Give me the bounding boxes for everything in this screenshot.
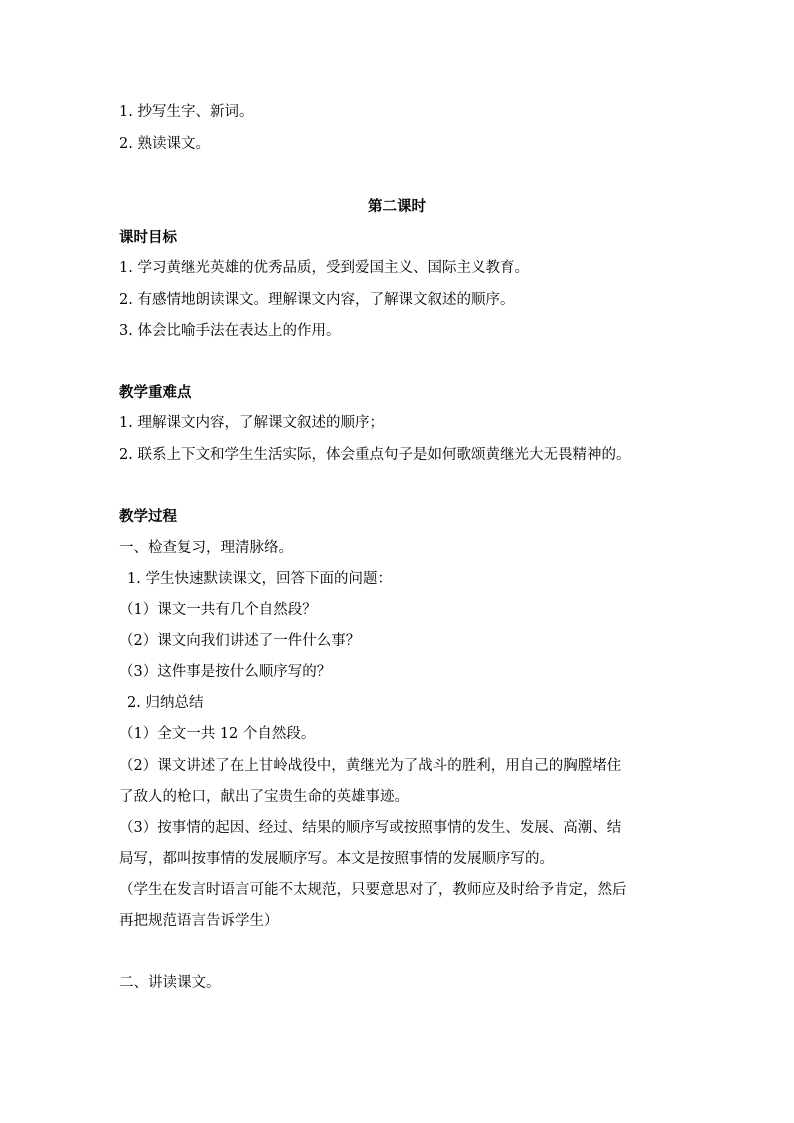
answer-line-6: （学生在发言时语言可能不太规范，只要意思对了，教师应及时给予肯定，然后 — [119, 882, 627, 898]
intro-item-2: 2. 熟读课文。 — [119, 136, 210, 152]
key-point-item-2: 2. 联系上下文和学生生活实际，体会重点句子是如何歌颂黄继光大无畏精神的。 — [119, 447, 631, 463]
intro-item-1: 1. 抄写生字、新词。 — [119, 104, 254, 120]
answer-line-2: （2）课文讲述了在上甘岭战役中，黄继光为了战斗的胜利，用自己的胸膛堵住 — [119, 758, 622, 774]
process-step-2: 2. 归纳总结 — [127, 695, 204, 711]
period-title: 第二课时 — [368, 198, 426, 215]
process-heading: 教学过程 — [119, 508, 177, 525]
question-3: （3）这件事是按什么顺序写的？ — [119, 664, 332, 680]
question-2: （2）课文向我们讲述了一件什么事？ — [119, 633, 361, 649]
answer-line-5: 局写，都叫按事情的发展顺序写。本文是按照事情的发展顺序写的。 — [119, 851, 554, 867]
goal-item-3: 3. 体会比喻手法在表达上的作用。 — [119, 323, 341, 339]
question-1: （1）课文一共有几个自然段？ — [119, 602, 317, 618]
process-section-2: 二、讲读课文。 — [119, 975, 221, 991]
answer-line-7: 再把规范语言告诉学生） — [119, 913, 279, 929]
process-section-1: 一、检查复习，理清脉络。 — [119, 540, 293, 556]
key-point-item-1: 1. 理解课文内容，了解课文叙述的顺序； — [119, 415, 384, 431]
process-step-1: 1. 学生快速默读课文，回答下面的问题： — [127, 571, 392, 587]
answer-line-3: 了敌人的枪口，献出了宝贵生命的英雄事迹。 — [119, 789, 409, 805]
answer-line-1: （1）全文一共 12 个自然段。 — [119, 726, 316, 742]
goal-item-1: 1. 学习黄继光英雄的优秀品质，受到爱国主义、国际主义教育。 — [119, 260, 529, 276]
key-points-heading: 教学重难点 — [119, 384, 192, 401]
goal-item-2: 2. 有感情地朗读课文。理解课文内容，了解课文叙述的顺序。 — [119, 292, 515, 308]
goals-heading: 课时目标 — [119, 229, 177, 246]
answer-line-4: （3）按事情的起因、经过、结果的顺序写或按照事情的发生、发展、高潮、结 — [119, 820, 622, 836]
